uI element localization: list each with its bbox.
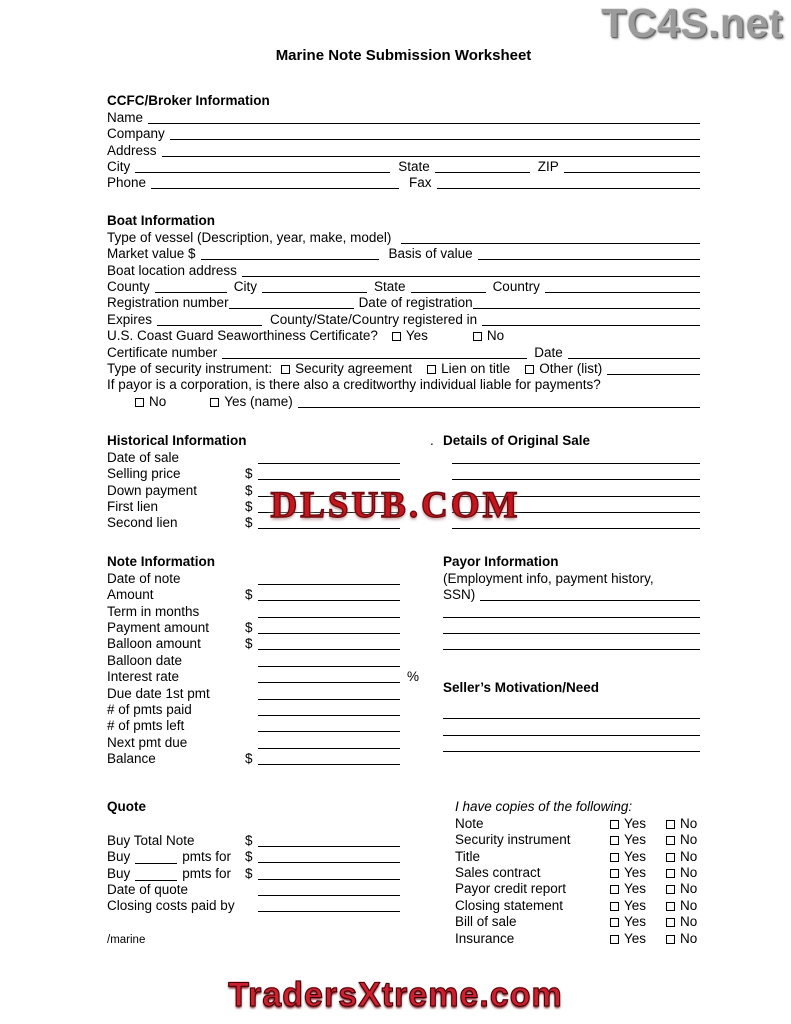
no-label: No <box>680 848 698 864</box>
corporation-question-row <box>107 376 700 392</box>
market-value-label: Market value $ <box>107 246 196 262</box>
security-instrument-row <box>107 360 700 376</box>
zip-line[interactable] <box>564 169 700 173</box>
uscg-no-label: No <box>486 328 505 344</box>
original-sale-line[interactable] <box>452 476 700 480</box>
payor-credit-report-no-checkbox[interactable] <box>666 885 675 894</box>
closing-statement-no-checkbox[interactable] <box>666 902 675 911</box>
county-label: County <box>107 278 150 294</box>
security-agreement-label: Security agreement <box>295 360 413 376</box>
dollar-sign: $ <box>245 482 253 498</box>
next-pmt-due-label: Next pmt due <box>107 734 188 750</box>
note-heading: Note Information <box>107 554 215 570</box>
insurance-no-checkbox[interactable] <box>666 935 675 944</box>
name-line[interactable] <box>148 120 700 124</box>
payor-line[interactable] <box>443 630 700 634</box>
payor-line[interactable] <box>443 614 700 618</box>
term-line[interactable] <box>258 614 400 618</box>
boat-section <box>107 212 700 409</box>
copies-row-closing-statement <box>455 896 700 912</box>
note-yes-checkbox[interactable] <box>610 820 619 829</box>
balloon-date-label: Balloon date <box>107 652 183 668</box>
dlsub-watermark: DLSUB.COM <box>270 485 521 526</box>
tradersxtreme-logo: TradersXtreme.com <box>228 976 563 1014</box>
pmts-left-line[interactable] <box>258 728 400 732</box>
sales-contract-no-checkbox[interactable] <box>666 869 675 878</box>
date-of-quote-label: Date of quote <box>107 881 189 897</box>
city-line[interactable] <box>135 169 390 173</box>
no-label: No <box>680 864 698 880</box>
first-lien-label: First lien <box>107 498 159 514</box>
pmts-for-label: pmts for <box>182 865 232 881</box>
boat-state-label: State <box>374 278 406 294</box>
name-label: Name <box>107 109 144 125</box>
registered-in-line[interactable] <box>482 322 700 326</box>
payor-section <box>443 553 700 753</box>
buy-label: Buy <box>107 865 131 881</box>
details-of-original-sale-heading: Details of Original Sale <box>443 433 591 449</box>
security-instrument-no-checkbox[interactable] <box>666 836 675 845</box>
buy-pmts-amount-line[interactable] <box>258 859 400 863</box>
buy-total-note-row <box>107 831 437 847</box>
uscg-no-checkbox[interactable] <box>473 332 482 341</box>
term-label: Term in months <box>107 603 200 619</box>
selling-price-label: Selling price <box>107 466 181 482</box>
second-lien-label: Second lien <box>107 515 178 531</box>
uscg-row <box>107 327 700 343</box>
heading-separator: . <box>430 433 434 449</box>
date-of-registration-label: Date of registration <box>358 295 473 311</box>
next-pmt-due-line[interactable] <box>258 745 400 749</box>
copies-row-insurance <box>455 929 700 945</box>
payment-amount-row <box>107 619 437 635</box>
market-value-line[interactable] <box>201 256 379 260</box>
location-line[interactable] <box>242 273 700 277</box>
uscg-question-label: U.S. Coast Guard Seaworthiness Certificate? <box>107 328 378 344</box>
lien-on-title-label: Lien on title <box>441 360 511 376</box>
date-of-sale-label: Date of sale <box>107 449 180 465</box>
historical-heading: Historical Information <box>107 433 247 449</box>
no-label: No <box>680 897 698 913</box>
copies-item-label: Payor credit report <box>455 881 567 897</box>
percent-sign: % <box>407 669 420 685</box>
sales-contract-yes-checkbox[interactable] <box>610 869 619 878</box>
term-in-months-row <box>107 602 437 618</box>
vessel-line[interactable] <box>401 240 700 244</box>
date-of-note-row <box>107 569 437 585</box>
down-payment-label: Down payment <box>107 482 198 498</box>
copies-row-payor-credit-report <box>455 880 700 896</box>
certificate-row <box>107 343 700 359</box>
buy-pmts-label <box>107 849 245 864</box>
yes-label: Yes <box>624 832 647 848</box>
city-state-zip-row <box>107 158 700 174</box>
uscg-yes-checkbox[interactable] <box>392 332 401 341</box>
interest-rate-row <box>107 668 437 684</box>
copies-item-label: Bill of sale <box>455 914 517 930</box>
lien-on-title-checkbox[interactable] <box>427 365 436 374</box>
dollar-sign: $ <box>245 587 253 603</box>
county-city-state-country-row <box>107 278 700 294</box>
payor-line[interactable] <box>443 646 700 650</box>
copies-heading: I have copies of the following: <box>455 799 633 815</box>
balloon-amount-line[interactable] <box>258 646 400 650</box>
pmts-left-row <box>107 717 437 733</box>
basis-label: Basis of value <box>388 246 473 262</box>
buy-label: Buy <box>107 849 131 865</box>
buy-pmts-amount-line[interactable] <box>258 876 400 880</box>
yes-label: Yes <box>624 897 647 913</box>
company-label: Company <box>107 126 165 142</box>
title-yes-checkbox[interactable] <box>610 853 619 862</box>
no-label: No <box>680 914 698 930</box>
date-of-note-label: Date of note <box>107 570 181 586</box>
certificate-number-line[interactable] <box>222 355 527 359</box>
registration-number-line[interactable] <box>229 305 354 309</box>
expires-row <box>107 310 700 326</box>
security-instrument-label: Type of security instrument: <box>107 360 273 376</box>
address-label: Address <box>107 142 157 158</box>
company-line[interactable] <box>170 136 700 140</box>
no-label: No <box>680 881 698 897</box>
balloon-amount-label: Balloon amount <box>107 636 201 652</box>
pmts-for-label: pmts for <box>182 849 232 865</box>
balloon-amount-row <box>107 635 437 651</box>
security-agreement-checkbox[interactable] <box>281 365 290 374</box>
no-label: No <box>680 832 698 848</box>
amount-line[interactable] <box>258 597 400 601</box>
closing-costs-row <box>107 897 437 913</box>
boat-state-line[interactable] <box>411 289 486 293</box>
no-label: No <box>680 930 698 946</box>
dollar-sign: $ <box>245 751 253 767</box>
seller-line[interactable] <box>443 715 700 719</box>
dollar-sign: $ <box>245 466 253 482</box>
uscg-yes-label: Yes <box>405 328 428 344</box>
fax-line[interactable] <box>437 185 700 189</box>
country-line[interactable] <box>545 289 700 293</box>
phone-label: Phone <box>107 175 147 191</box>
date-of-sale-line[interactable] <box>258 460 400 464</box>
bill-of-sale-yes-checkbox[interactable] <box>610 918 619 927</box>
corporation-answer-row <box>107 392 700 408</box>
quote-heading: Quote <box>107 799 146 815</box>
corp-no-label: No <box>149 393 167 409</box>
copies-row-note <box>455 814 700 830</box>
dollar-sign: $ <box>245 498 253 514</box>
balance-line[interactable] <box>258 761 400 765</box>
boat-heading: Boat Information <box>107 213 215 229</box>
marine-footer-tag: /marine <box>107 933 146 946</box>
dollar-sign: $ <box>245 619 253 635</box>
vessel-row <box>107 228 700 244</box>
buy-pmts-row <box>107 864 437 880</box>
phone-fax-row <box>107 174 700 190</box>
other-line[interactable] <box>607 371 700 375</box>
copies-row-security-instrument <box>455 831 700 847</box>
copies-row-title <box>455 847 700 863</box>
certificate-number-label: Certificate number <box>107 344 218 360</box>
dollar-sign: $ <box>245 849 253 865</box>
location-label: Boat location address <box>107 262 237 278</box>
yes-label: Yes <box>624 930 647 946</box>
date-of-registration-line[interactable] <box>473 305 700 309</box>
security-instrument-yes-checkbox[interactable] <box>610 836 619 845</box>
yes-label: Yes <box>624 848 647 864</box>
interest-rate-line[interactable] <box>258 679 400 683</box>
ssn-label: SSN) <box>443 587 476 603</box>
buy-total-note-label: Buy Total Note <box>107 832 195 848</box>
cert-date-line[interactable] <box>568 355 700 359</box>
date-of-quote-line[interactable] <box>258 892 400 896</box>
selling-price-line[interactable] <box>258 476 400 480</box>
copies-item-label: Sales contract <box>455 864 541 880</box>
vessel-label: Type of vessel (Description, year, make, model) <box>107 229 392 245</box>
date-of-note-line[interactable] <box>258 581 400 585</box>
payor-line[interactable] <box>480 597 700 601</box>
address-line[interactable] <box>162 153 700 157</box>
closing-costs-line[interactable] <box>258 908 400 912</box>
dollar-sign: $ <box>245 865 253 881</box>
seller-line[interactable] <box>443 732 700 736</box>
yes-label: Yes <box>624 864 647 880</box>
location-row <box>107 261 700 277</box>
no-label: No <box>680 815 698 831</box>
closing-costs-label: Closing costs paid by <box>107 898 235 914</box>
country-label: Country <box>492 278 540 294</box>
dollar-sign: $ <box>245 636 253 652</box>
registered-in-label: County/State/Country registered in <box>270 311 478 327</box>
address-row <box>107 141 700 157</box>
pmts-paid-line[interactable] <box>258 712 400 716</box>
buy-pmts-label <box>107 866 245 881</box>
insurance-yes-checkbox[interactable] <box>610 935 619 944</box>
boat-city-label: City <box>233 278 258 294</box>
payor-note-line1: (Employment info, payment history, <box>443 570 654 586</box>
note-section <box>107 553 437 766</box>
balloon-date-row <box>107 651 437 667</box>
dollar-sign: $ <box>245 515 253 531</box>
copies-row-bill-of-sale <box>455 913 700 929</box>
copies-item-label: Security instrument <box>455 832 571 848</box>
yes-label: Yes <box>624 914 647 930</box>
copies-item-label: Note <box>455 815 484 831</box>
copies-item-label: Insurance <box>455 930 515 946</box>
page-title: Marine Note Submission Worksheet <box>275 47 532 64</box>
basis-line[interactable] <box>478 256 700 260</box>
next-pmt-due-row <box>107 733 437 749</box>
pmts-paid-row <box>107 701 437 717</box>
corp-yes-checkbox[interactable] <box>210 398 219 407</box>
zip-label: ZIP <box>537 158 559 174</box>
date-of-quote-row <box>107 881 437 897</box>
due-date-label: Due date 1st pmt <box>107 685 210 701</box>
quote-section <box>107 798 437 946</box>
payor-credit-report-yes-checkbox[interactable] <box>610 885 619 894</box>
balance-row <box>107 750 437 766</box>
dollar-sign: $ <box>245 832 253 848</box>
title-no-checkbox[interactable] <box>666 853 675 862</box>
ssn-row <box>443 586 700 602</box>
corp-no-checkbox[interactable] <box>135 398 144 407</box>
broker-section <box>107 92 700 190</box>
copies-section <box>455 798 700 946</box>
payment-amount-label: Payment amount <box>107 619 210 635</box>
expires-line[interactable] <box>157 322 262 326</box>
amount-row <box>107 586 437 602</box>
corporation-question-label: If payor is a corporation, is there also a creditworthy individual liable for payments? <box>107 377 601 393</box>
note-no-checkbox[interactable] <box>666 820 675 829</box>
payor-heading: Payor Information <box>443 554 559 570</box>
corp-yes-name-line[interactable] <box>298 404 700 408</box>
phone-line[interactable] <box>151 185 399 189</box>
selling-price-row <box>107 465 700 481</box>
buy-pmts-row <box>107 848 437 864</box>
company-row <box>107 125 700 141</box>
city-label: City <box>107 158 131 174</box>
original-sale-line[interactable] <box>452 460 700 464</box>
interest-rate-label: Interest rate <box>107 669 180 685</box>
boat-city-line[interactable] <box>262 289 367 293</box>
bill-of-sale-no-checkbox[interactable] <box>666 918 675 927</box>
copies-item-label: Closing statement <box>455 897 564 913</box>
pmts-left-label: # of pmts left <box>107 718 185 734</box>
amount-label: Amount <box>107 587 154 603</box>
seller-line[interactable] <box>443 748 700 752</box>
seller-motivation-heading: Seller’s Motivation/Need <box>443 679 600 695</box>
county-line[interactable] <box>155 289 227 293</box>
cert-date-label: Date <box>534 344 563 360</box>
registration-number-label: Registration number <box>107 295 229 311</box>
copies-item-label: Title <box>455 848 481 864</box>
expires-label: Expires <box>107 311 153 327</box>
due-date-line[interactable] <box>258 696 400 700</box>
corp-yes-label: Yes (name) <box>224 393 293 409</box>
historical-heading-row <box>107 432 700 448</box>
payment-amount-line[interactable] <box>258 630 400 634</box>
registration-row <box>107 294 700 310</box>
copies-row-sales-contract <box>455 864 700 880</box>
broker-heading: CCFC/Broker Information <box>107 93 270 109</box>
name-row <box>107 108 700 124</box>
balloon-date-line[interactable] <box>258 663 400 667</box>
market-value-row <box>107 245 700 261</box>
fax-label: Fax <box>409 175 432 191</box>
yes-label: Yes <box>624 881 647 897</box>
due-date-row <box>107 684 437 700</box>
date-of-sale-row <box>107 448 700 464</box>
pmts-paid-label: # of pmts paid <box>107 701 192 717</box>
buy-total-note-line[interactable] <box>258 843 400 847</box>
yes-label: Yes <box>624 815 647 831</box>
state-line[interactable] <box>435 169 530 173</box>
state-label: State <box>398 158 430 174</box>
balance-label: Balance <box>107 751 156 767</box>
other-label: Other (list) <box>539 360 603 376</box>
other-checkbox[interactable] <box>525 365 534 374</box>
tc4s-logo: TC4S.net <box>601 0 783 46</box>
closing-statement-yes-checkbox[interactable] <box>610 902 619 911</box>
